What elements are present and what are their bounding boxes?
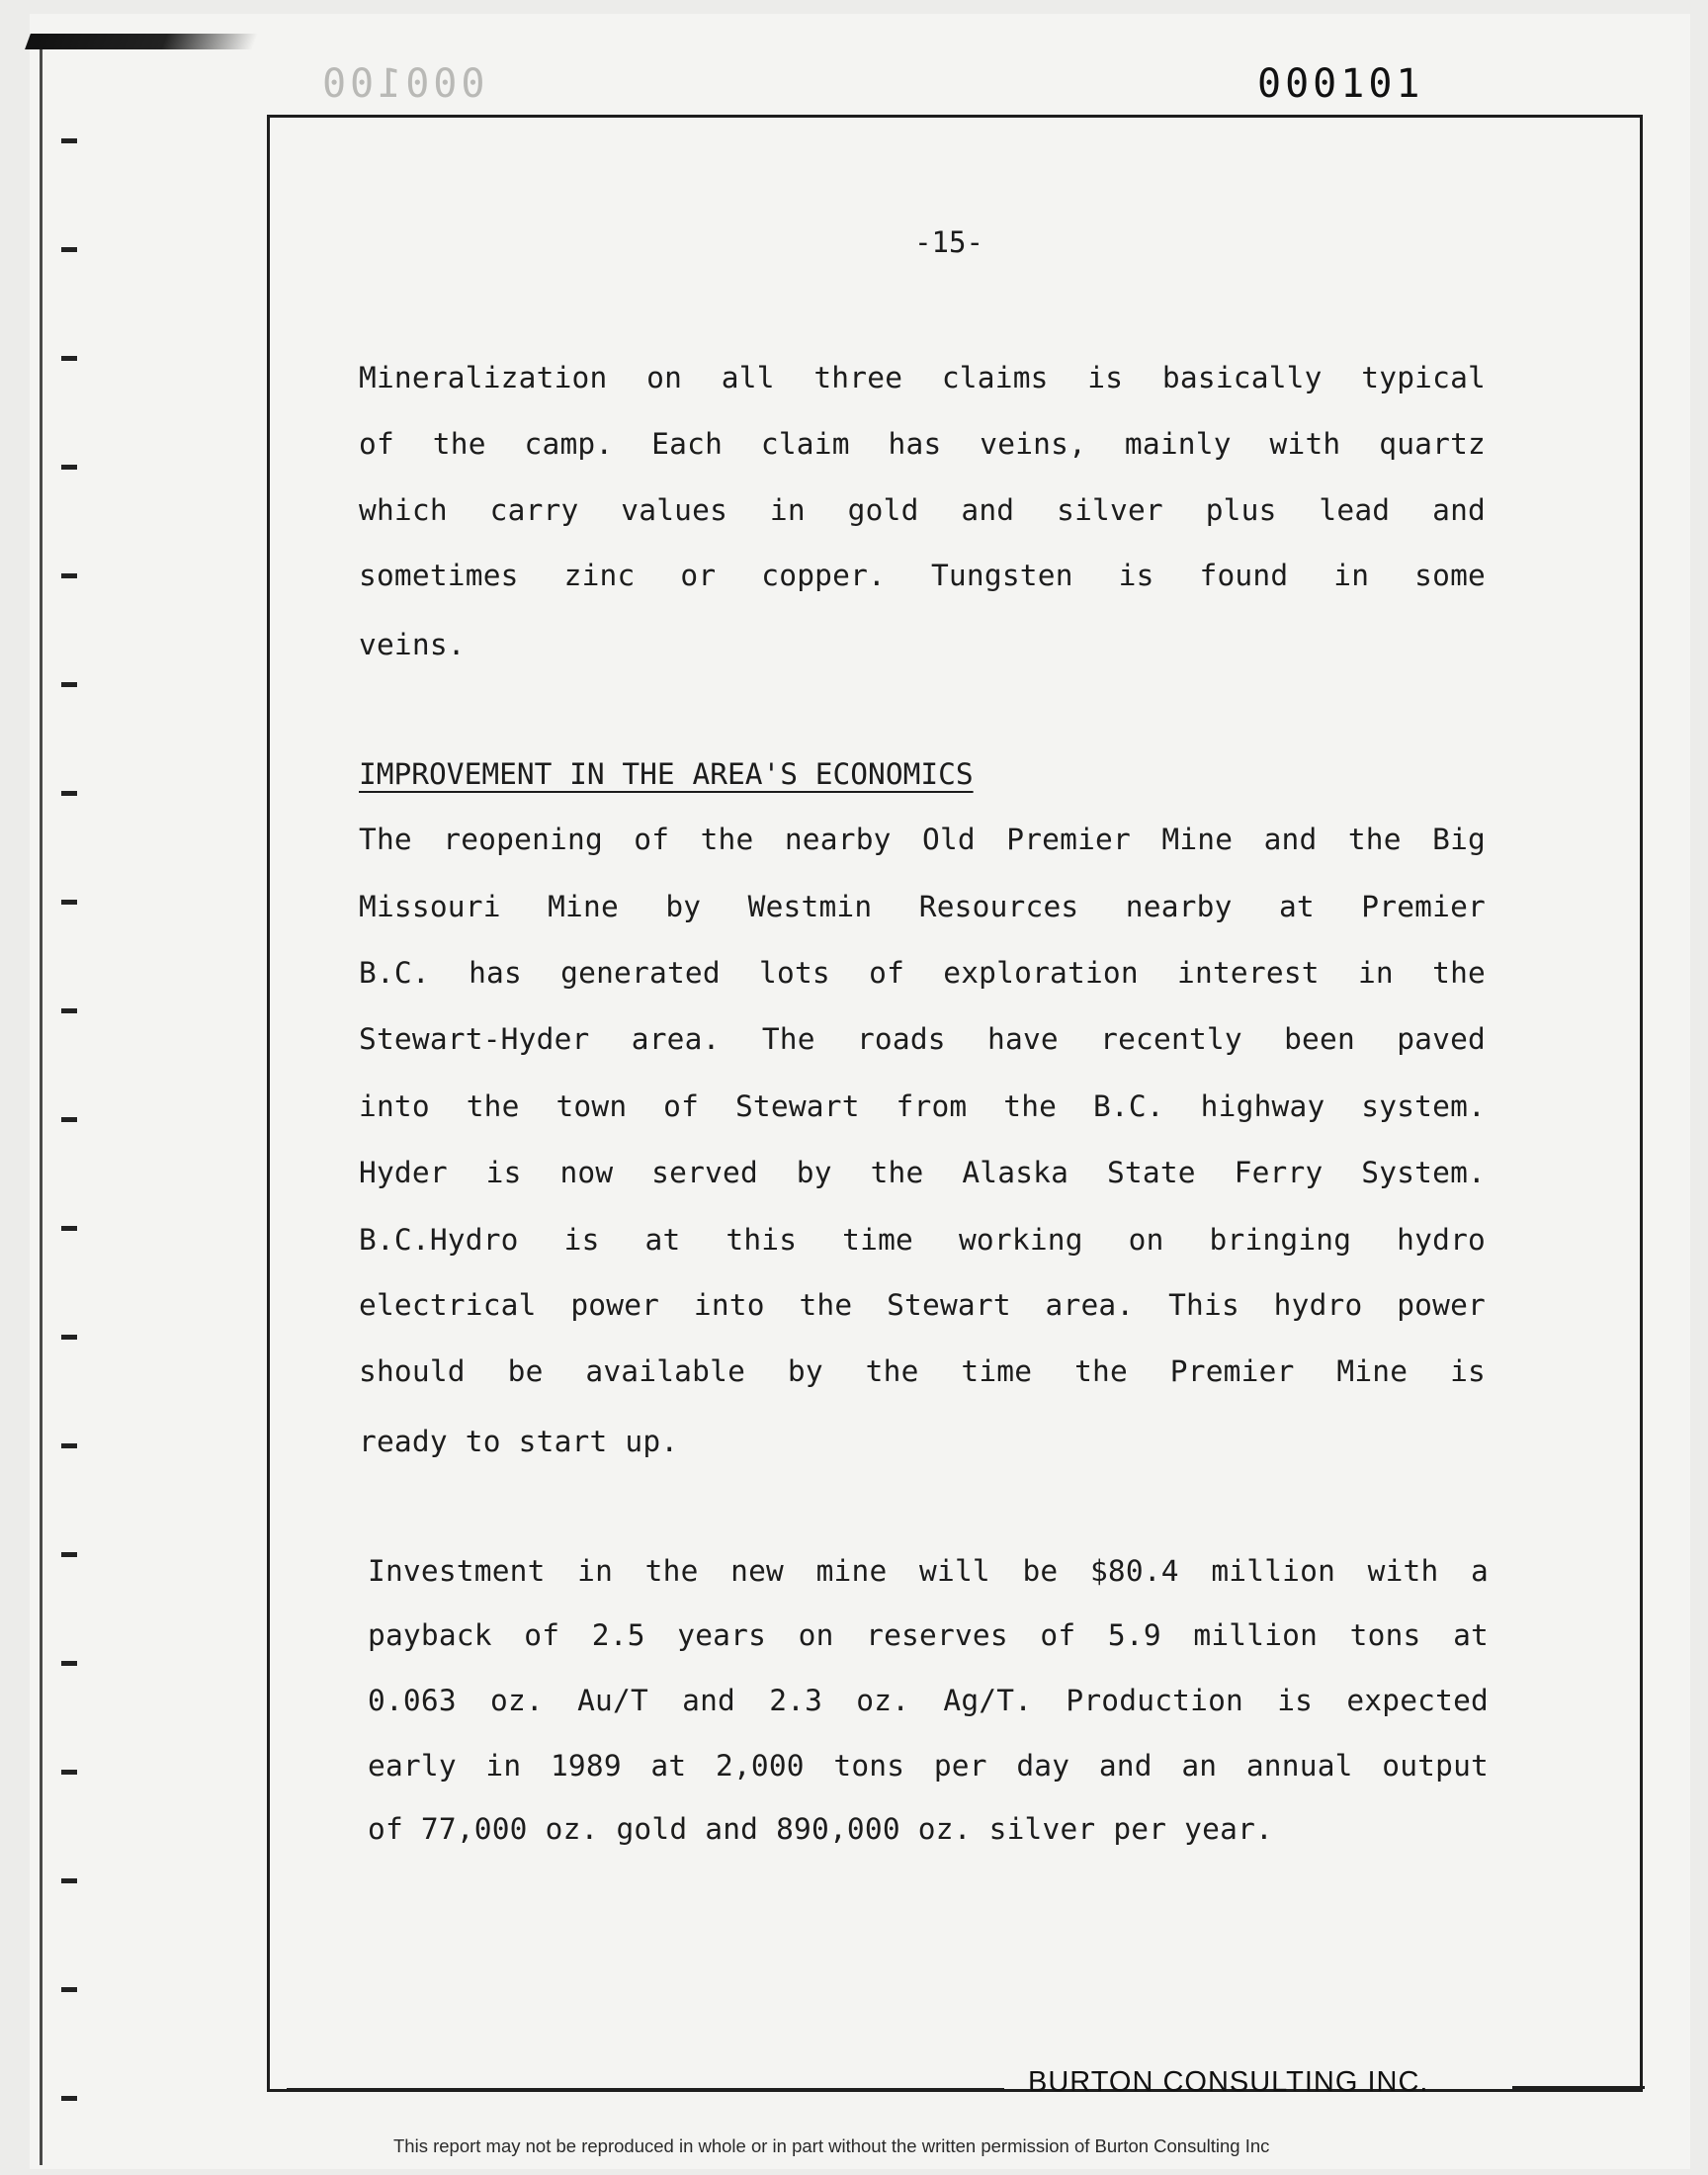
body-line: Missouri Mine by Westmin Resources nearby at Premier <box>359 890 1486 923</box>
body-line: The reopening of the nearby Old Premier Mine and the Big <box>359 823 1486 856</box>
bleed-through-document-number: 000100 <box>318 61 485 107</box>
binding-mark <box>61 465 77 470</box>
body-line: sometimes zinc or copper. Tungsten is found in some <box>359 559 1486 592</box>
binding-mark <box>61 791 77 796</box>
binding-mark <box>61 1878 77 1883</box>
body-line: Hyder is now served by the Alaska State Ferry System. <box>359 1156 1486 1189</box>
body-line: of the camp. Each claim has veins, mainly with quartz <box>359 427 1486 461</box>
binding-mark <box>61 1226 77 1231</box>
body-line: ready to start up. <box>359 1425 679 1458</box>
body-line: which carry values in gold and silver plus lead and <box>359 493 1486 527</box>
firm-name: BURTON CONSULTING INC. <box>1028 2066 1429 2098</box>
binding-mark <box>61 247 77 252</box>
copyright-notice: This report may not be reproduced in whole or in part without the written permission of Burton Consulting Inc <box>393 2135 1270 2156</box>
firm-rule <box>1512 2086 1645 2089</box>
binding-mark <box>61 682 77 687</box>
body-line: veins. <box>359 628 466 661</box>
body-line: B.C. has generated lots of exploration interest in the <box>359 956 1486 990</box>
body-line: B.C.Hydro is at this time working on bringing hydro <box>359 1223 1486 1257</box>
scan-corner-mark <box>25 34 258 49</box>
binding-mark <box>61 900 77 905</box>
section-heading: IMPROVEMENT IN THE AREA'S ECONOMICS <box>359 757 974 791</box>
binding-mark <box>61 573 77 578</box>
binding-mark <box>61 356 77 361</box>
body-line: early in 1989 at 2,000 tons per day and an annual output <box>368 1749 1489 1783</box>
firm-rule <box>287 2088 1004 2091</box>
body-line: Stewart-Hyder area. The roads have recently been paved <box>359 1022 1486 1056</box>
page-number: -15- <box>914 225 983 259</box>
binding-mark <box>61 1117 77 1122</box>
body-line: payback of 2.5 years on reserves of 5.9 million tons at <box>368 1618 1489 1652</box>
body-line: electrical power into the Stewart area. This hydro power <box>359 1288 1486 1322</box>
body-line: should be available by the time the Premier Mine is <box>359 1354 1486 1388</box>
body-line: of 77,000 oz. gold and 890,000 oz. silver per year. <box>368 1812 1273 1846</box>
binding-mark <box>61 1552 77 1557</box>
binding-mark <box>61 1661 77 1666</box>
binding-mark <box>61 1770 77 1775</box>
document-number: 000101 <box>1257 61 1424 107</box>
binding-mark <box>61 2096 77 2101</box>
binding-mark <box>61 1987 77 1992</box>
body-line: 0.063 oz. Au/T and 2.3 oz. Ag/T. Production is expected <box>368 1684 1489 1717</box>
binding-mark <box>61 1008 77 1013</box>
body-line: Investment in the new mine will be $80.4 million with a <box>368 1554 1489 1588</box>
body-line: Mineralization on all three claims is basically typical <box>359 361 1486 394</box>
binding-mark <box>61 138 77 143</box>
binding-mark <box>61 1443 77 1448</box>
body-line: into the town of Stewart from the B.C. highway system. <box>359 1089 1486 1123</box>
binding-mark <box>61 1335 77 1340</box>
